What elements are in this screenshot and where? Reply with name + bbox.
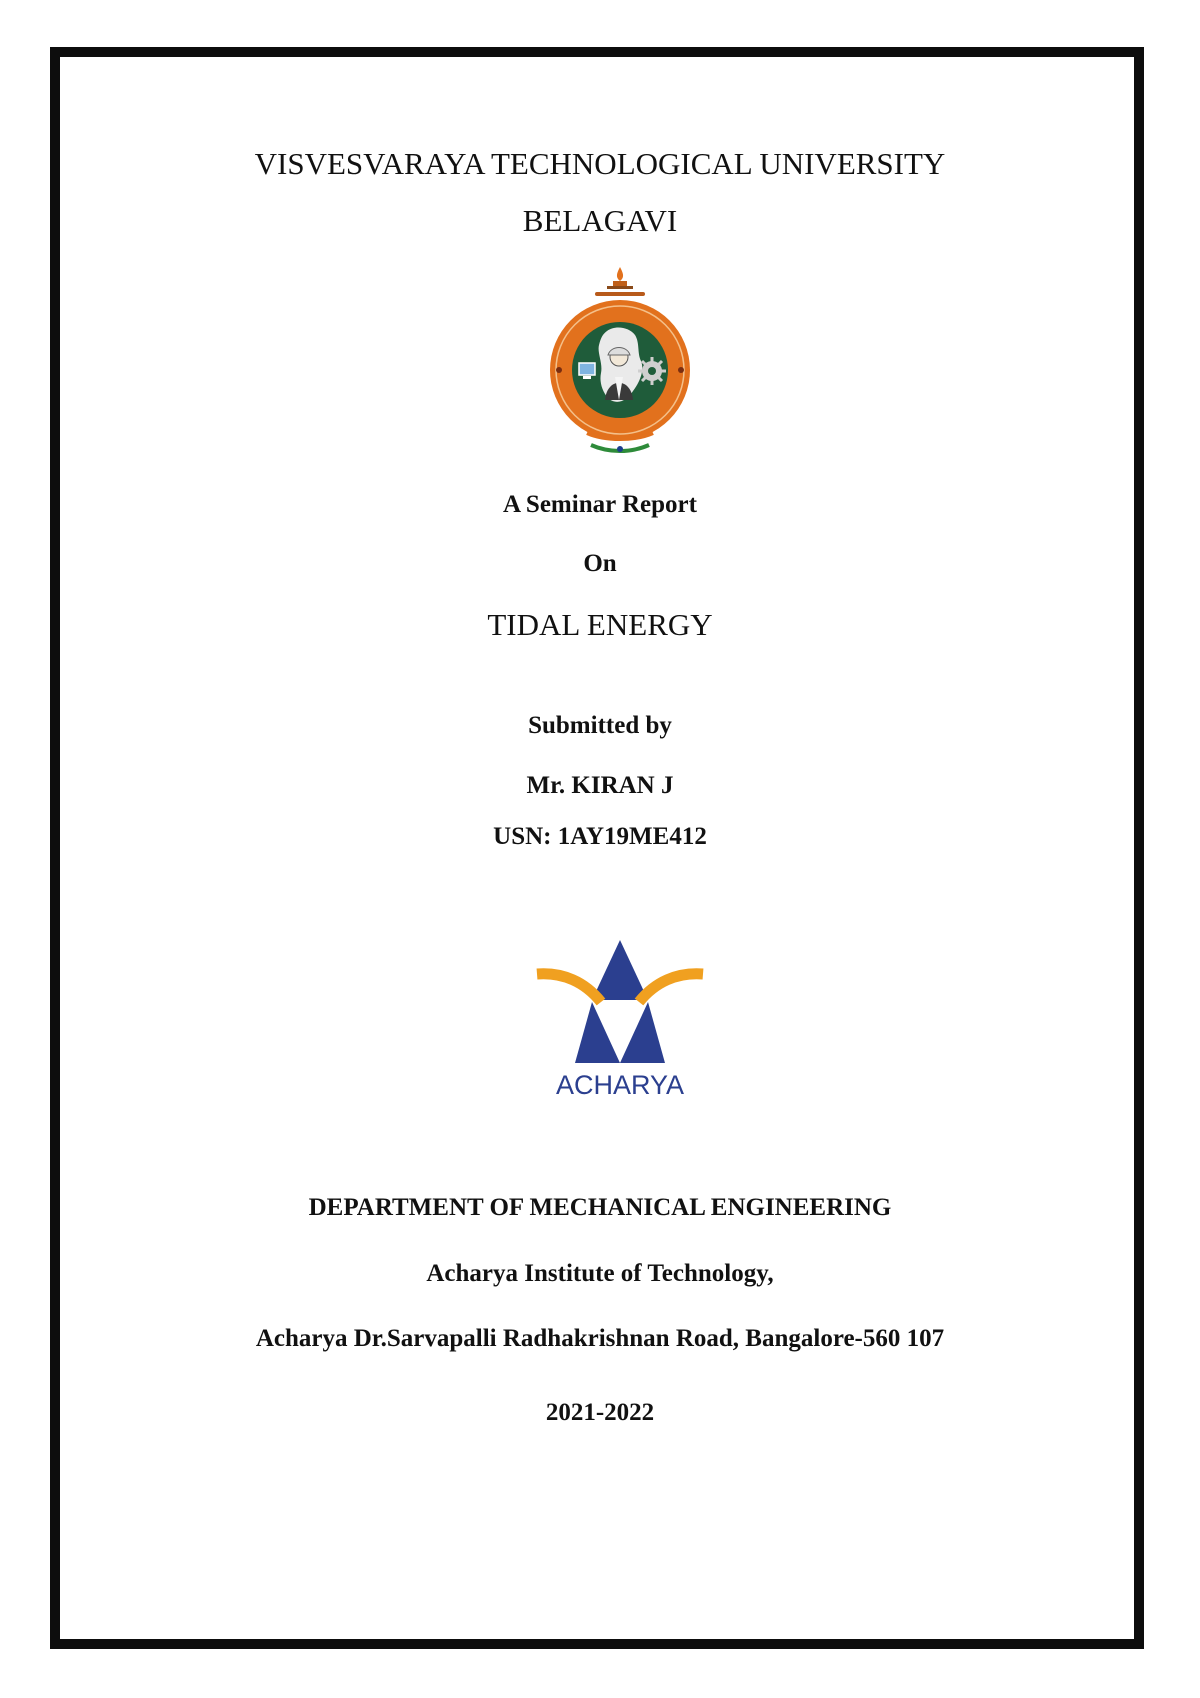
student-name: Mr. KIRAN J (526, 772, 674, 799)
acharya-logo-text: ACHARYA (555, 1070, 685, 1098)
university-city: BELAGAVI (522, 203, 678, 238)
institute-name: Acharya Institute of Technology, (426, 1260, 774, 1287)
vtu-seal-icon (545, 265, 695, 460)
report-topic: TIDAL ENERGY (487, 607, 713, 642)
submitted-by-label: Submitted by (528, 712, 672, 739)
university-name: VISVESVARAYA TECHNOLOGICAL UNIVERSITY (254, 146, 946, 181)
acharya-logo-icon (535, 938, 705, 1098)
department-name: DEPARTMENT OF MECHANICAL ENGINEERING (308, 1194, 892, 1221)
lamp-icon (607, 267, 633, 289)
institute-address: Acharya Dr.Sarvapalli Radhakrishnan Road, Bangalore-560 107 (255, 1325, 945, 1352)
report-on: On (583, 550, 617, 577)
report-type: A Seminar Report (503, 491, 697, 518)
student-usn: USN: 1AY19ME412 (493, 823, 707, 850)
academic-year: 2021-2022 (545, 1399, 655, 1426)
seal-script-band (595, 292, 645, 296)
